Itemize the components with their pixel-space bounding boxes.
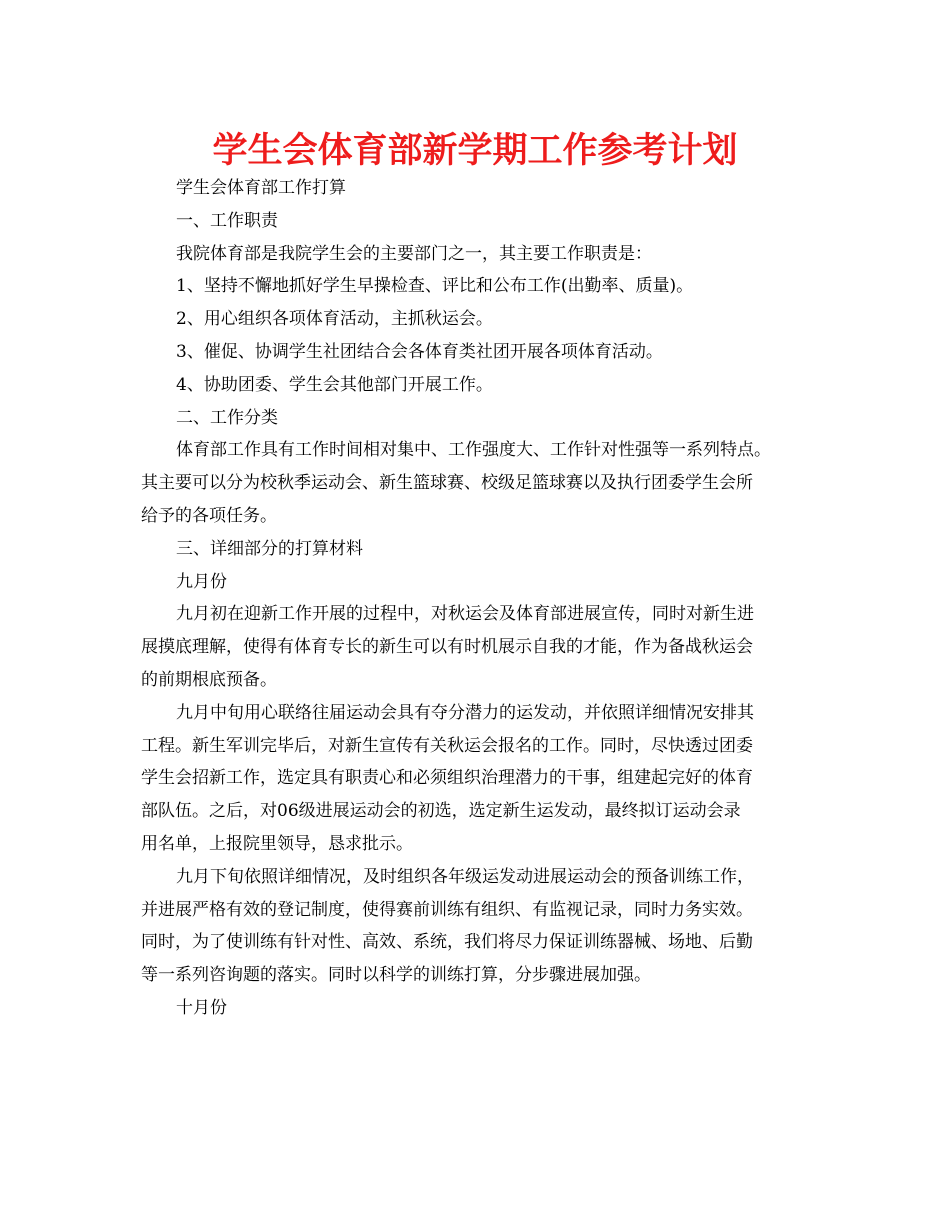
paragraph-line: 展摸底理解，使得有体育专长的新生可以有时机展示自我的才能，作为备战秋运会 [141,637,753,658]
heading-october: 十月份 [176,997,227,1018]
heading-september: 九月份 [176,571,227,592]
paragraph-line: 的前期根底预备。 [141,669,277,690]
paragraph-line: 并进展严格有效的登记制度，使得赛前训练有组织、有监视记录，同时力务实效。 [141,899,753,920]
paragraph-line: 其主要可以分为校秋季运动会、新生篮球赛、校级足篮球赛以及执行团委学生会所 [141,473,753,494]
list-item-3: 3、催促、协调学生社团结合会各体育类社团开展各项体育活动。 [176,341,663,362]
paragraph-line: 学生会招新工作，选定具有职责心和必须组织治理潜力的干事，组建起完好的体育 [141,768,753,789]
document-body [141,172,831,1025]
paragraph-line: 工程。新生军训完毕后，对新生宣传有关秋运会报名的工作。同时，尽快透过团委 [141,735,753,756]
section-subtitle: 学生会体育部工作打算 [176,178,346,198]
paragraph-line: 给予的各项任务。 [141,505,277,526]
list-item-1: 1、坚持不懈地抓好学生早操检查、评比和公布工作(出勤率、质量)。 [176,276,694,297]
paragraph-line: 体育部工作具有工作时间相对集中、工作强度大、工作针对性强等一系列特点。 [176,440,771,461]
heading-plan-details: 三、详细部分的打算材料 [176,538,363,559]
paragraph-line: 等一系列咨询题的落实。同时以科学的训练打算，分步骤进展加强。 [141,965,651,986]
list-item-2: 2、用心组织各项体育活动，主抓秋运会。 [176,309,493,330]
document-title: 学生会体育部新学期工作参考计划 [212,131,738,171]
heading-duties: 一、工作职责 [176,210,278,231]
list-item-4: 4、协助团委、学生会其他部门开展工作。 [176,374,493,395]
paragraph-line: 同时，为了使训练有针对性、高效、系统，我们将尽力保证训练器械、场地、后勤 [141,932,753,953]
paragraph-line: 九月中旬用心联络往届运动会具有夺分潜力的运发动，并依照详细情况安排其 [176,702,754,723]
paragraph-line: 部队伍。之后，对06级进展运动会的初选，选定新生运发动，最终拟订运动会录 [141,801,741,822]
paragraph-line: 用名单，上报院里领导，恳求批示。 [141,833,413,854]
heading-classification: 二、工作分类 [176,407,278,428]
paragraph-line: 九月初在迎新工作开展的过程中，对秋运会及体育部进展宣传，同时对新生进 [176,604,754,625]
paragraph-intro: 我院体育部是我院学生会的主要部门之一，其主要工作职责是： [176,243,652,264]
paragraph-line: 九月下旬依照详细情况，及时组织各年级运发动进展运动会的预备训练工作， [176,866,754,887]
